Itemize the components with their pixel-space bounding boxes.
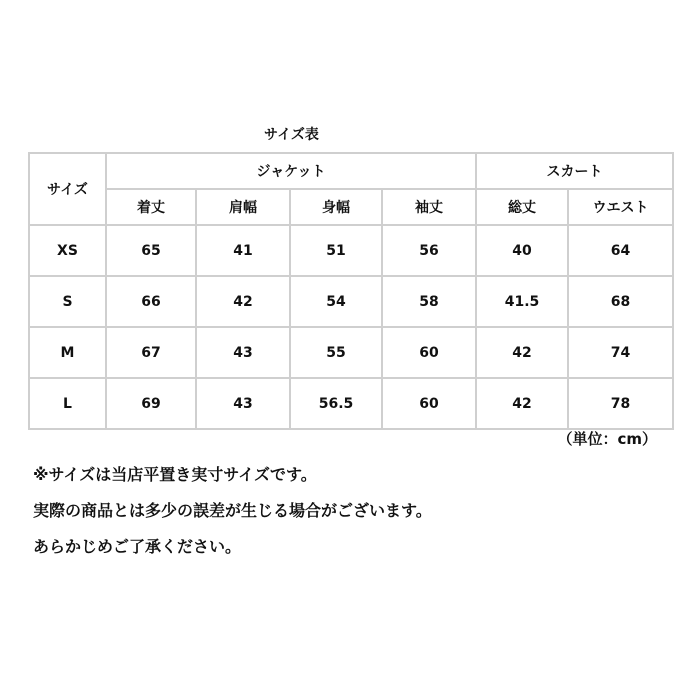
value-cell: 51 [290, 225, 382, 276]
size-table [28, 152, 674, 430]
value-cell: 54 [290, 276, 382, 327]
table-row [29, 327, 673, 378]
skirt-group-header: スカート [476, 153, 673, 189]
size-cell: M [29, 327, 106, 378]
value-cell: 56.5 [290, 378, 382, 429]
size-header: サイズ [29, 153, 106, 225]
jacket-group-header: ジャケット [106, 153, 476, 189]
note-line-3: あらかじめご了承ください。 [33, 537, 242, 556]
value-cell: 42 [196, 276, 290, 327]
column-header-chest: 身幅 [290, 189, 382, 225]
size-cell: S [29, 276, 106, 327]
header-row-columns [29, 189, 673, 225]
value-cell: 69 [106, 378, 196, 429]
column-header-sleeve: 袖丈 [382, 189, 476, 225]
size-cell: XS [29, 225, 106, 276]
value-cell: 55 [290, 327, 382, 378]
column-header-shoulder: 肩幅 [196, 189, 290, 225]
value-cell: 66 [106, 276, 196, 327]
value-cell: 78 [568, 378, 673, 429]
column-header-length: 着丈 [106, 189, 196, 225]
header-row-groups [29, 153, 673, 189]
value-cell: 74 [568, 327, 673, 378]
value-cell: 58 [382, 276, 476, 327]
value-cell: 68 [568, 276, 673, 327]
column-header-skirt-length: 総丈 [476, 189, 568, 225]
value-cell: 42 [476, 378, 568, 429]
value-cell: 64 [568, 225, 673, 276]
table-title: サイズ表 [264, 127, 319, 143]
value-cell: 60 [382, 327, 476, 378]
size-cell: L [29, 378, 106, 429]
value-cell: 67 [106, 327, 196, 378]
unit-label: （単位：cm） [557, 430, 657, 448]
value-cell: 41.5 [476, 276, 568, 327]
table-row [29, 276, 673, 327]
value-cell: 43 [196, 327, 290, 378]
table-row [29, 225, 673, 276]
note-line-2: 実際の商品とは多少の誤差が生じる場合がございます。 [33, 501, 432, 520]
value-cell: 43 [196, 378, 290, 429]
value-cell: 56 [382, 225, 476, 276]
value-cell: 65 [106, 225, 196, 276]
column-header-waist: ウエスト [568, 189, 673, 225]
value-cell: 41 [196, 225, 290, 276]
table-row [29, 378, 673, 429]
note-line-1: ※サイズは当店平置き実寸サイズです。 [33, 465, 317, 484]
value-cell: 60 [382, 378, 476, 429]
value-cell: 40 [476, 225, 568, 276]
value-cell: 42 [476, 327, 568, 378]
